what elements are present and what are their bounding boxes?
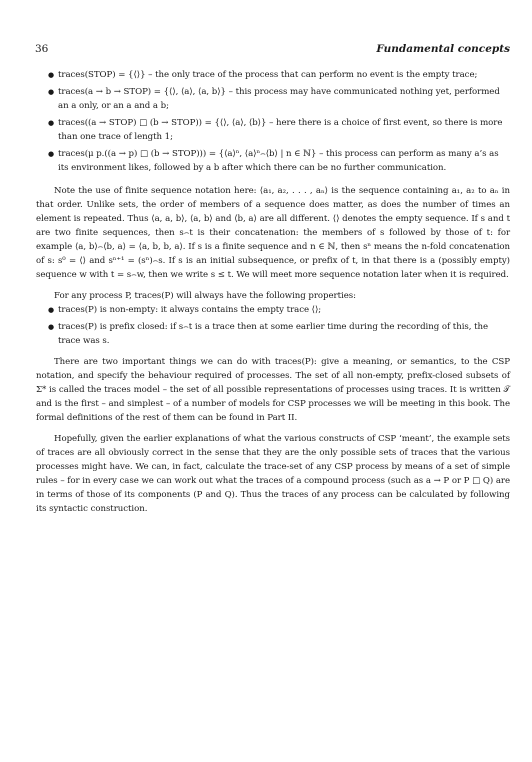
bullet-icon: ●: [48, 306, 55, 314]
running-title: Fundamental concepts: [376, 43, 510, 55]
list-item-text: traces(μ p.((a → p) □ (b → STOP))) = {⟨a⟩ⁿ, ⟨a⟩ⁿ⌢⟨b⟩ | n ∈ ℕ} – this process can perform as many a’s as its environment likes, followed by a b after which there can be no further communication.: [58, 149, 499, 173]
list-item: [48, 85, 510, 113]
traces-properties-list: [48, 303, 510, 348]
page-header: [35, 43, 510, 57]
list-item: [48, 68, 510, 82]
list-item-text: traces(P) is prefix closed: if s⌢t is a trace then at some earlier time during the recording of this, the trace was s.: [58, 322, 489, 346]
list-item-text: traces(P) is non-empty: it always contains the empty trace ⟨⟩;: [58, 305, 322, 315]
list-item-text: traces(STOP) = {⟨⟩} – the only trace of the process that can perform no event is the empty trace;: [58, 70, 478, 80]
page-number: 36: [35, 43, 49, 55]
paragraph-sequence-notation: Note the use of finite sequence notation here: ⟨a₁, a₂, . . . , aₙ⟩ is the sequence containing a₁, a₂ to aₙ in that order. Unlike sets, the order of members of a sequence does matter, as does the number of times an element is repeated. Thus ⟨a, a, b⟩, ⟨a, b⟩ and ⟨b, a⟩ are all different. ⟨⟩ denotes the empty sequence. If s and t are two finite sequences, then s⌢t is their concatenation: the members of s followed by those of t: for example ⟨a, b⟩⌢⟨b, a⟩ = ⟨a, b, b, a⟩. If s is a finite sequence and n ∈ ℕ, then sⁿ means the n-fold concatenation of s: s⁰ = ⟨⟩ and sⁿ⁺¹ = (sⁿ)⌢s. If s is an initial subsequence, or prefix of t, in that there is a (possibly empty) sequence w with t = s⌢w, then we write s ≤ t. We will meet more sequence notation later when it is required.: [36, 186, 510, 280]
bullet-icon: ●: [48, 150, 55, 158]
bullet-icon: ●: [48, 119, 55, 127]
list-item: [48, 147, 510, 175]
paragraph-traces-properties-intro: For any process P, traces(P) will always have the following properties:: [54, 291, 356, 301]
paragraph-traces-model: There are two important things we can do with traces(P): give a meaning, or semantics, to the CSP notation, and specify the behaviour required of processes. The set of all non-empty, prefix-closed subsets of Σ* is called the traces model – the set of all possible representations of processes using traces. It is written 𝒯 and is the first – and simplest – of a number of models for CSP processes we will be meeting in this book. The formal definitions of the rest of them can be found in Part II.: [36, 357, 510, 423]
paragraph-calculating-traces: Hopefully, given the earlier explanations of what the various constructs of CSP ‘meant’, the example sets of traces are all obviously correct in the sense that they are the only possible sets of traces that the various processes might have. We can, in fact, calculate the trace-set of any CSP process by means of a set of simple rules – for in every case we can work out what the traces of a compound process (such as a → P or P □ Q) are in terms of those of its components (P and Q). Thus the traces of any process can be calculated by following its syntactic construction.: [36, 434, 510, 514]
traces-examples-list: [48, 68, 510, 175]
bullet-icon: ●: [48, 71, 55, 79]
list-item: [48, 320, 510, 348]
list-item: [48, 116, 510, 144]
bullet-icon: ●: [48, 323, 55, 331]
page-body: [36, 68, 510, 516]
list-item-text: traces((a → STOP) □ (b → STOP)) = {⟨⟩, ⟨a⟩, ⟨b⟩} – here there is a choice of first event, so there is more than one trace of length 1;: [58, 118, 503, 142]
list-item-text: traces(a → b → STOP) = {⟨⟩, ⟨a⟩, ⟨a, b⟩} – this process may have communicated nothing yet, performed an a only, or an a and a b;: [58, 87, 500, 111]
list-item: [48, 303, 510, 317]
bullet-icon: ●: [48, 88, 55, 96]
